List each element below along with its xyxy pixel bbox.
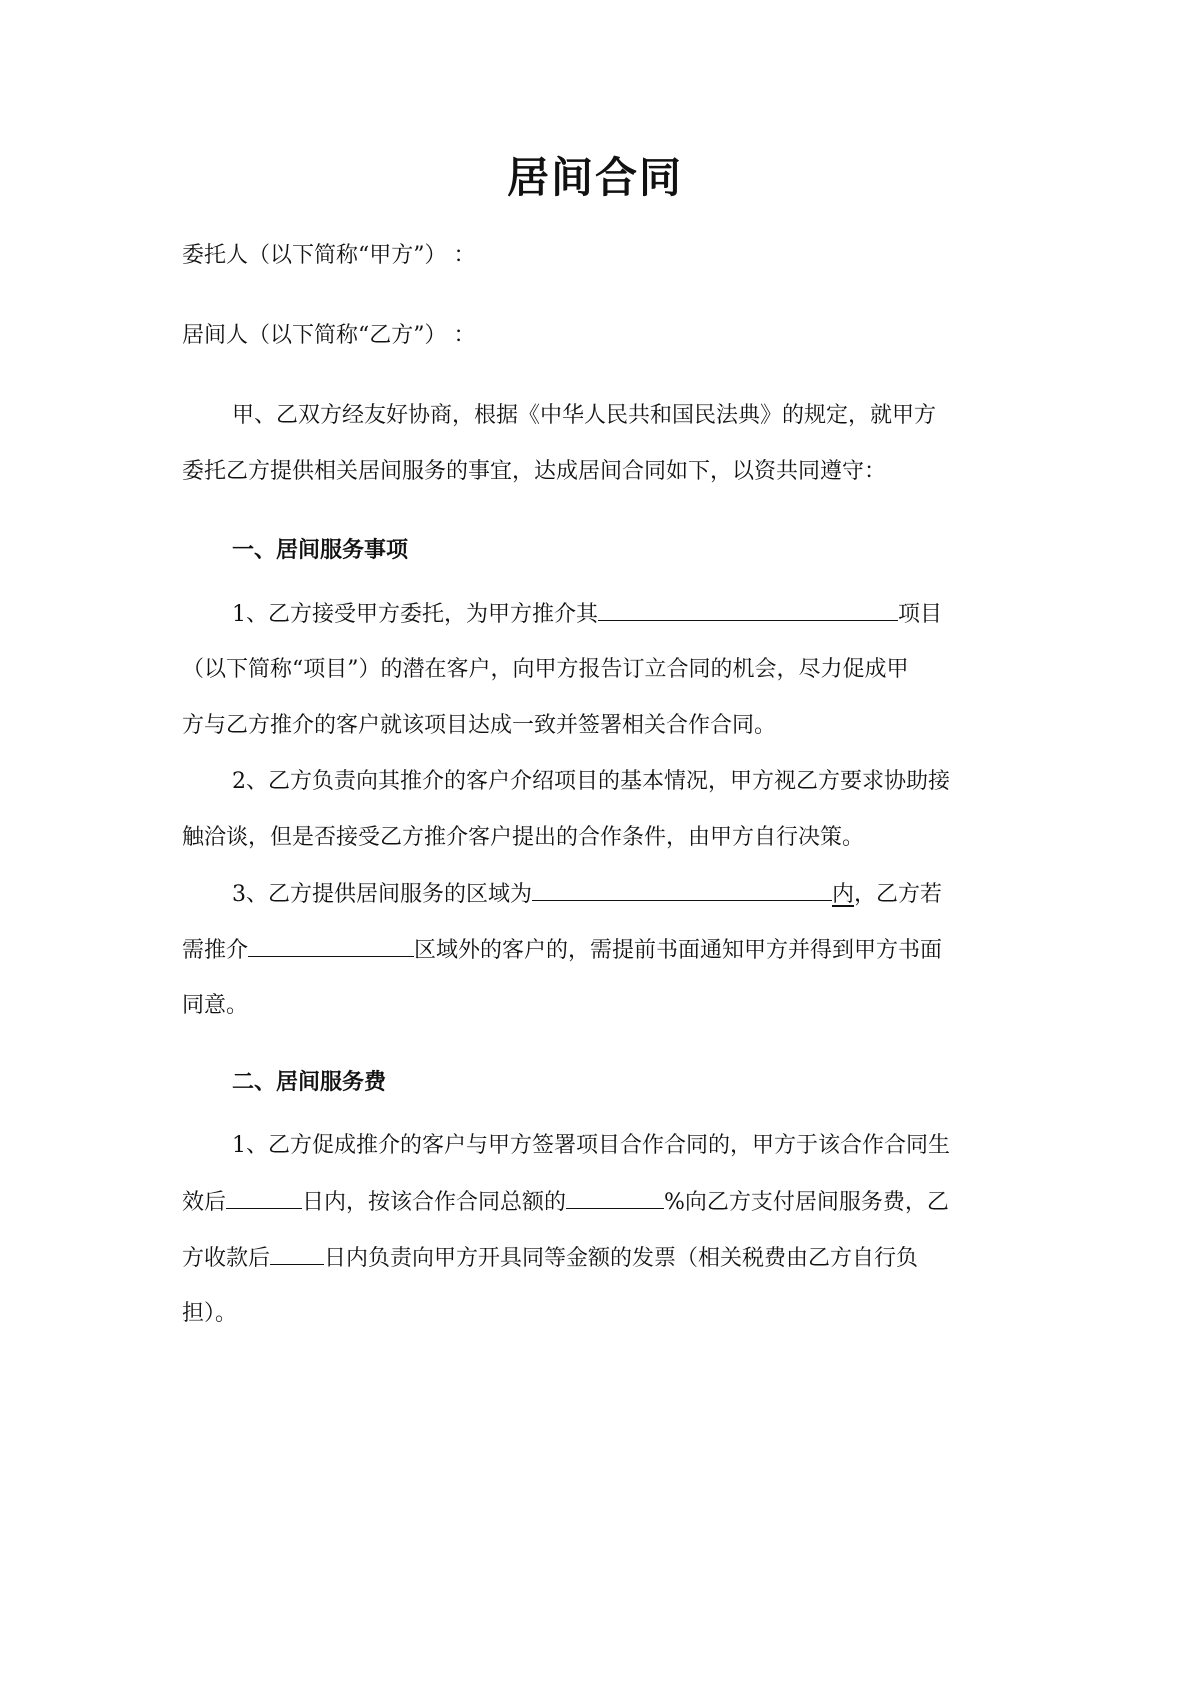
item-3-underlined-text: 内 <box>832 882 855 907</box>
section-1-item-2-line-2: 触洽谈，但是否接受乙方推介客户提出的合作条件，由甲方自行决策。 <box>182 825 865 850</box>
section-2-item-1-line-3 <box>182 1238 1022 1279</box>
section-1-heading: 一、居间服务事项 <box>232 537 409 563</box>
party-b-label: 居间人（以下简称“乙方”） ： <box>182 323 476 348</box>
project-name-blank[interactable] <box>598 594 898 621</box>
invoice-days-blank[interactable] <box>270 1238 324 1265</box>
section-1-item-1-line-1 <box>232 594 1022 635</box>
section-1-item-3-line-1 <box>232 874 1022 915</box>
document-title: 居间合同 <box>506 153 683 202</box>
item-3-line-2-post: 区域外的客户的，需提前书面通知甲方并得到甲方书面 <box>414 938 943 963</box>
fee-percentage-blank[interactable] <box>566 1182 664 1209</box>
section-2-item-1-line-2 <box>182 1182 1022 1223</box>
preamble-line-1: 甲、乙双方经友好协商，根据《中华人民共和国民法典》的规定，就甲方 <box>232 403 937 428</box>
section-1-item-3-line-3: 同意。 <box>182 993 249 1018</box>
section-2-item-1-line-1: 1、乙方促成推介的客户与甲方签署项目合作合同的，甲方于该合作合同生 <box>232 1133 950 1158</box>
payment-days-blank[interactable] <box>226 1182 302 1209</box>
section-1-item-3-line-2 <box>182 930 1022 971</box>
item-3-text-pre: 3、乙方提供居间服务的区域为 <box>232 882 532 907</box>
party-a-label: 委托人（以下简称“甲方”） ： <box>182 243 476 268</box>
outside-region-blank[interactable] <box>248 930 414 957</box>
fee-line-2-b: 日内，按该合作合同总额的 <box>302 1190 567 1215</box>
item-1-text-pre: 1、乙方接受甲方委托，为甲方推介其 <box>232 602 598 627</box>
preamble-line-2: 委托乙方提供相关居间服务的事宜，达成居间合同如下，以资共同遵守： <box>182 459 887 484</box>
section-2-heading: 二、居间服务费 <box>232 1069 387 1095</box>
item-1-text-post: 项目 <box>898 602 943 627</box>
fee-line-3-b: 日内负责向甲方开具同等金额的发票（相关税费由乙方自行负 <box>324 1246 919 1271</box>
section-1-item-2-line-1: 2、乙方负责向其推介的客户介绍项目的基本情况，甲方视乙方要求协助接 <box>232 769 950 794</box>
item-3-text-post: ，乙方若 <box>854 882 943 907</box>
fee-line-2-a: 效后 <box>182 1190 227 1215</box>
section-1-item-1-line-2: （以下简称“项目”）的潜在客户，向甲方报告订立合同的机会，尽力促成甲 <box>182 657 909 682</box>
item-3-line-2-pre: 需推介 <box>182 938 249 963</box>
section-1-item-1-line-3: 方与乙方推介的客户就该项目达成一致并签署相关合作合同。 <box>182 713 777 738</box>
fee-line-2-c: %向乙方支付居间服务费，乙 <box>664 1190 949 1215</box>
service-region-blank[interactable] <box>532 874 832 901</box>
section-2-item-1-line-4: 担）。 <box>182 1301 238 1326</box>
fee-line-3-a: 方收款后 <box>182 1246 271 1271</box>
